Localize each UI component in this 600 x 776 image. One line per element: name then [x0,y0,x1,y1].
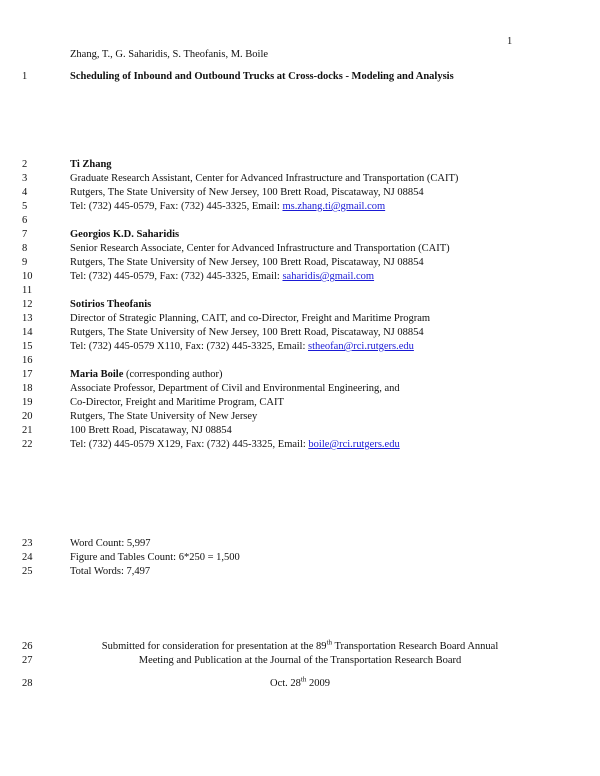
line-number: 22 [22,439,33,450]
affiliation-line [0,172,600,186]
author-name: Maria Boile [70,369,124,380]
contact-text [70,270,374,284]
author-name-line [0,228,600,242]
affiliation-text: Co-Director, Freight and Maritime Program, CAIT [70,397,284,408]
line-number: 18 [22,383,33,394]
address-text: Rutgers, The State University of New Jersey, 100 Brett Road, Piscataway, NJ 08854 [70,257,424,268]
line-number: 21 [22,425,33,436]
line-number: 1 [22,71,28,82]
contact-text [70,340,414,354]
affiliation-line [0,382,600,396]
author-name: Georgios K.D. Saharidis [70,229,180,240]
submission-line [0,640,600,654]
author-name-line [0,298,600,312]
line-number: 17 [22,369,33,380]
date-line [0,677,600,691]
author-role: (corresponding author) [123,369,223,380]
submission-text: Meeting and Publication at the Journal of the Transportation Research Board [138,655,462,666]
line-number: 2 [22,159,28,170]
line-number: 24 [22,552,33,563]
line-number: 19 [22,397,33,408]
line-number: 26 [22,641,33,652]
contact-prefix: Tel: (732) 445-0579, Fax: (732) 445-3325, Email: [70,271,283,282]
submission-text-part: Transportation Research Board Annual [332,641,499,652]
line-number: 25 [22,566,33,577]
address-text: Rutgers, The State University of New Jersey, 100 Brett Road, Piscataway, NJ 08854 [70,187,424,198]
email-link[interactable]: saharidis@gmail.com [282,271,375,282]
line-number: 9 [22,257,28,268]
line-number: 3 [22,173,28,184]
affiliation-line [0,424,600,438]
contact-line [0,438,600,452]
line-number: 13 [22,313,33,324]
contact-prefix: Tel: (732) 445-0579, Fax: (732) 445-3325, Email: [70,201,283,212]
email-link[interactable]: stheofan@rci.rutgers.edu [308,341,414,352]
blank-line [0,354,600,368]
affiliation-text: Graduate Research Assistant, Center for Advanced Infrastructure and Transportation (CAIT) [70,173,459,184]
address-text: 100 Brett Road, Piscataway, NJ 08854 [70,425,232,436]
contact-text [70,200,385,214]
line-number: 4 [22,187,28,198]
email-link[interactable]: ms.zhang.ti@gmail.com [282,201,386,212]
affiliation-line [0,186,600,200]
author-name: Ti Zhang [70,159,112,170]
date-text-part: Oct. 28 [270,678,301,689]
author-name-line [0,158,600,172]
figure-table-count: Figure and Tables Count: 6*250 = 1,500 [70,552,240,563]
blank-line [0,214,600,228]
submission-date [70,677,530,691]
author-name-line [0,368,600,382]
affiliation-line [0,410,600,424]
contact-line [0,340,600,354]
author-name-wrapper [70,368,223,382]
line-number: 10 [22,271,33,282]
word-count: Word Count: 5,997 [70,538,151,549]
line-number: 7 [22,229,28,240]
figure-count-line [0,551,600,565]
running-header: Zhang, T., G. Saharidis, S. Theofanis, M. Boile [70,49,269,60]
contact-prefix: Tel: (732) 445-0579 X129, Fax: (732) 445-3325, Email: [70,439,309,450]
submission-text [70,640,530,654]
contact-text [70,438,400,452]
affiliation-line [0,396,600,410]
affiliation-text: Director of Strategic Planning, CAIT, and co-Director, Freight and Maritime Program [70,313,431,324]
line-number: 6 [22,215,28,226]
total-words-line [0,565,600,579]
line-number: 11 [22,285,33,296]
affiliation-line [0,256,600,270]
line-number: 14 [22,327,33,338]
date-text-part: 2009 [306,678,330,689]
line-number: 28 [22,678,33,689]
title-line [0,70,600,84]
affiliation-text: Associate Professor, Department of Civil and Environmental Engineering, and [70,383,400,394]
paper-title: Scheduling of Inbound and Outbound Trucks at Cross-docks - Modeling and Analysis [70,71,454,82]
blank-line [0,284,600,298]
affiliation-line [0,312,600,326]
total-words: Total Words: 7,497 [70,566,151,577]
line-number: 12 [22,299,33,310]
affiliation-text: Senior Research Associate, Center for Advanced Infrastructure and Transportation (CAIT) [70,243,450,254]
email-link[interactable]: boile@rci.rutgers.edu [308,439,400,450]
address-text: Rutgers, The State University of New Jersey, 100 Brett Road, Piscataway, NJ 08854 [70,327,424,338]
contact-prefix: Tel: (732) 445-0579 X110, Fax: (732) 445-3325, Email: [70,341,309,352]
submission-text-part: Submitted for consideration for presentation at the 89 [101,641,327,652]
contact-line [0,270,600,284]
word-count-line [0,537,600,551]
line-number: 20 [22,411,33,422]
line-number: 23 [22,538,33,549]
affiliation-line [0,326,600,340]
contact-line [0,200,600,214]
line-number: 15 [22,341,33,352]
address-text: Rutgers, The State University of New Jersey [70,411,258,422]
line-number: 27 [22,655,33,666]
line-number: 8 [22,243,28,254]
author-name: Sotirios Theofanis [70,299,152,310]
submission-line [0,654,600,668]
line-number: 16 [22,355,33,366]
ordinal-superscript: th [300,675,307,684]
line-number: 5 [22,201,28,212]
affiliation-line [0,242,600,256]
page-number: 1 [507,36,513,47]
ordinal-superscript: th [326,638,333,647]
